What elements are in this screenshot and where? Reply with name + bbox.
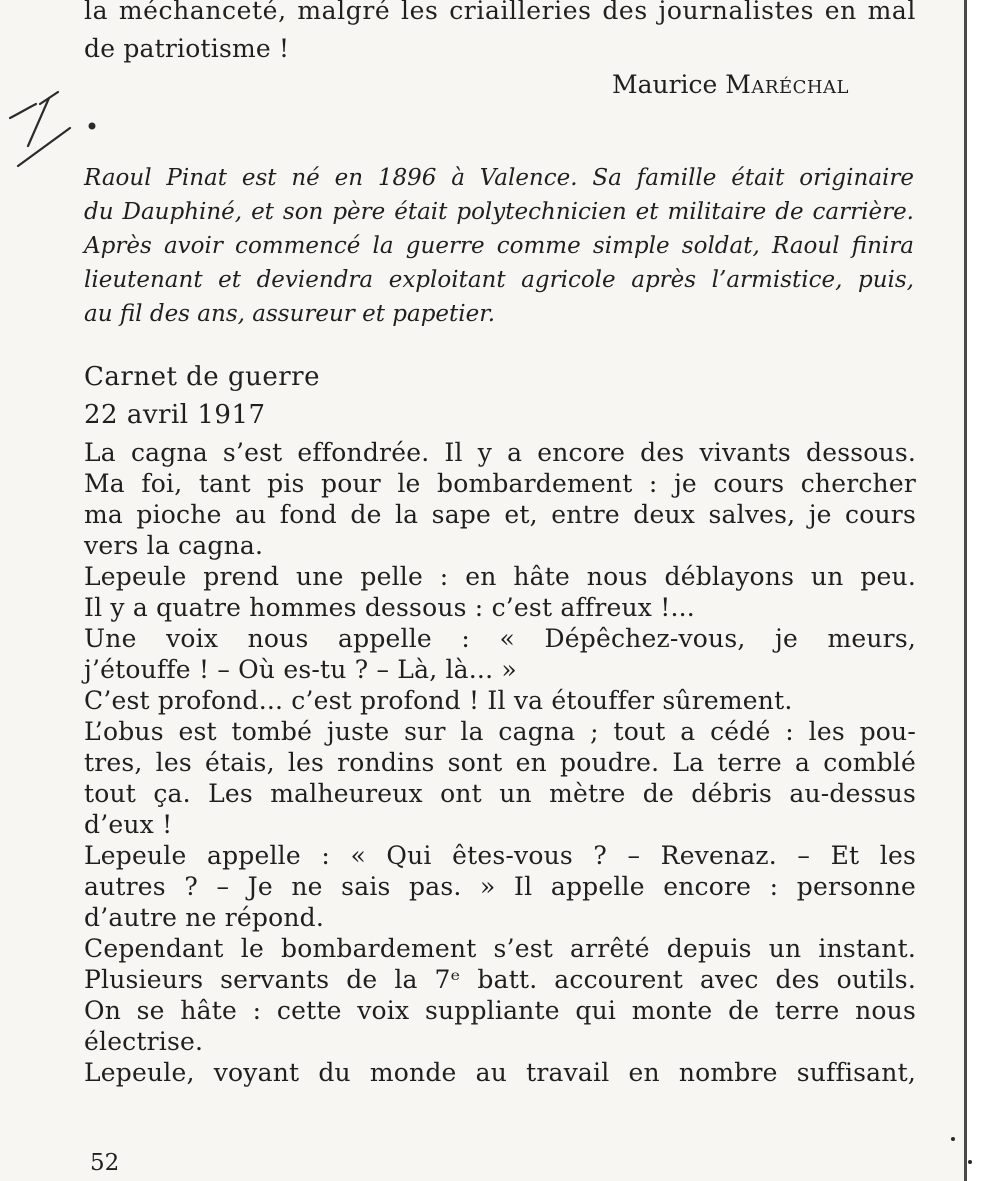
body-line: C’est profond... c’est profond ! Il va étouffer sûrement. [84,686,793,715]
intro-line: Après avoir commencé la guerre comme simple soldat, Raoul finira [84,233,914,259]
body-line: Lepeule prend une pelle : en hâte nous déblayons un peu. [84,562,916,591]
intro-line: au fil des ans, assureur et papetier. [84,301,496,327]
scan-speck [951,1137,955,1141]
author-signature [612,70,849,99]
body-line: Plusieurs servants de la 7ᵉ batt. accourent avec des outils. [84,965,916,994]
body-line: Une voix nous appelle : « Dépêchez-vous, je meurs, [84,624,916,653]
body-line: tres, les étais, les rondins sont en poudre. La terre a comblé [84,748,916,777]
intro-line: Raoul Pinat est né en 1896 à Valence. Sa famille était originaire [84,165,914,191]
body-line: électrise. [84,1027,204,1056]
body-line: Ma foi, tant pis pour le bombardement : je cours chercher [84,469,916,498]
section-title: Carnet de guerre [84,362,320,392]
signature-first-name: Maurice [612,70,726,99]
body-line: ma pioche au fond de la sape et, entre deux salves, je cours [84,500,916,529]
body-line: On se hâte : cette voix suppliante qui monte de terre nous [84,996,916,1025]
body-line: L’obus est tombé juste sur la cagna ; tout a cédé : les pou- [84,717,916,746]
body-line: j’étouffe ! – Où es-tu ? – Là, là... » [84,655,517,684]
intro-line: lieutenant et deviendra exploitant agricole après l’armistice, puis, [84,267,914,293]
body-line: La cagna s’est effondrée. Il y a encore des vivants dessous. [84,438,916,467]
body-line: Lepeule appelle : « Qui êtes-vous ? – Revenaz. – Et les [84,841,916,870]
body-line: Lepeule, voyant du monde au travail en nombre suffisant, [84,1058,916,1087]
signature-last-name: Maréchal [725,70,850,99]
body-line: Il y a quatre hommes dessous : c’est affreux !... [84,593,695,622]
body-line: d’eux ! [84,810,173,839]
entry-date: 22 avril 1917 [84,400,266,430]
body-line: autres ? – Je ne sais pas. » Il appelle encore : personne [84,872,916,901]
text-line: de patriotisme ! [84,34,290,63]
text-line: la méchanceté, malgré les criailleries des journalistes en mal [84,0,916,25]
intro-line: du Dauphiné, et son père était polytechnicien et militaire de carrière. [84,199,914,225]
body-line: d’autre ne répond. [84,903,324,932]
scan-speck [968,1160,972,1164]
scan-margin [967,0,997,1181]
body-line: vers la cagna. [84,531,264,560]
body-line: Cependant le bombardement s’est arrêté depuis un instant. [84,934,916,963]
page-number: 52 [90,1150,120,1176]
body-line: tout ça. Les malheureux ont un mètre de débris au-dessus [84,779,916,808]
